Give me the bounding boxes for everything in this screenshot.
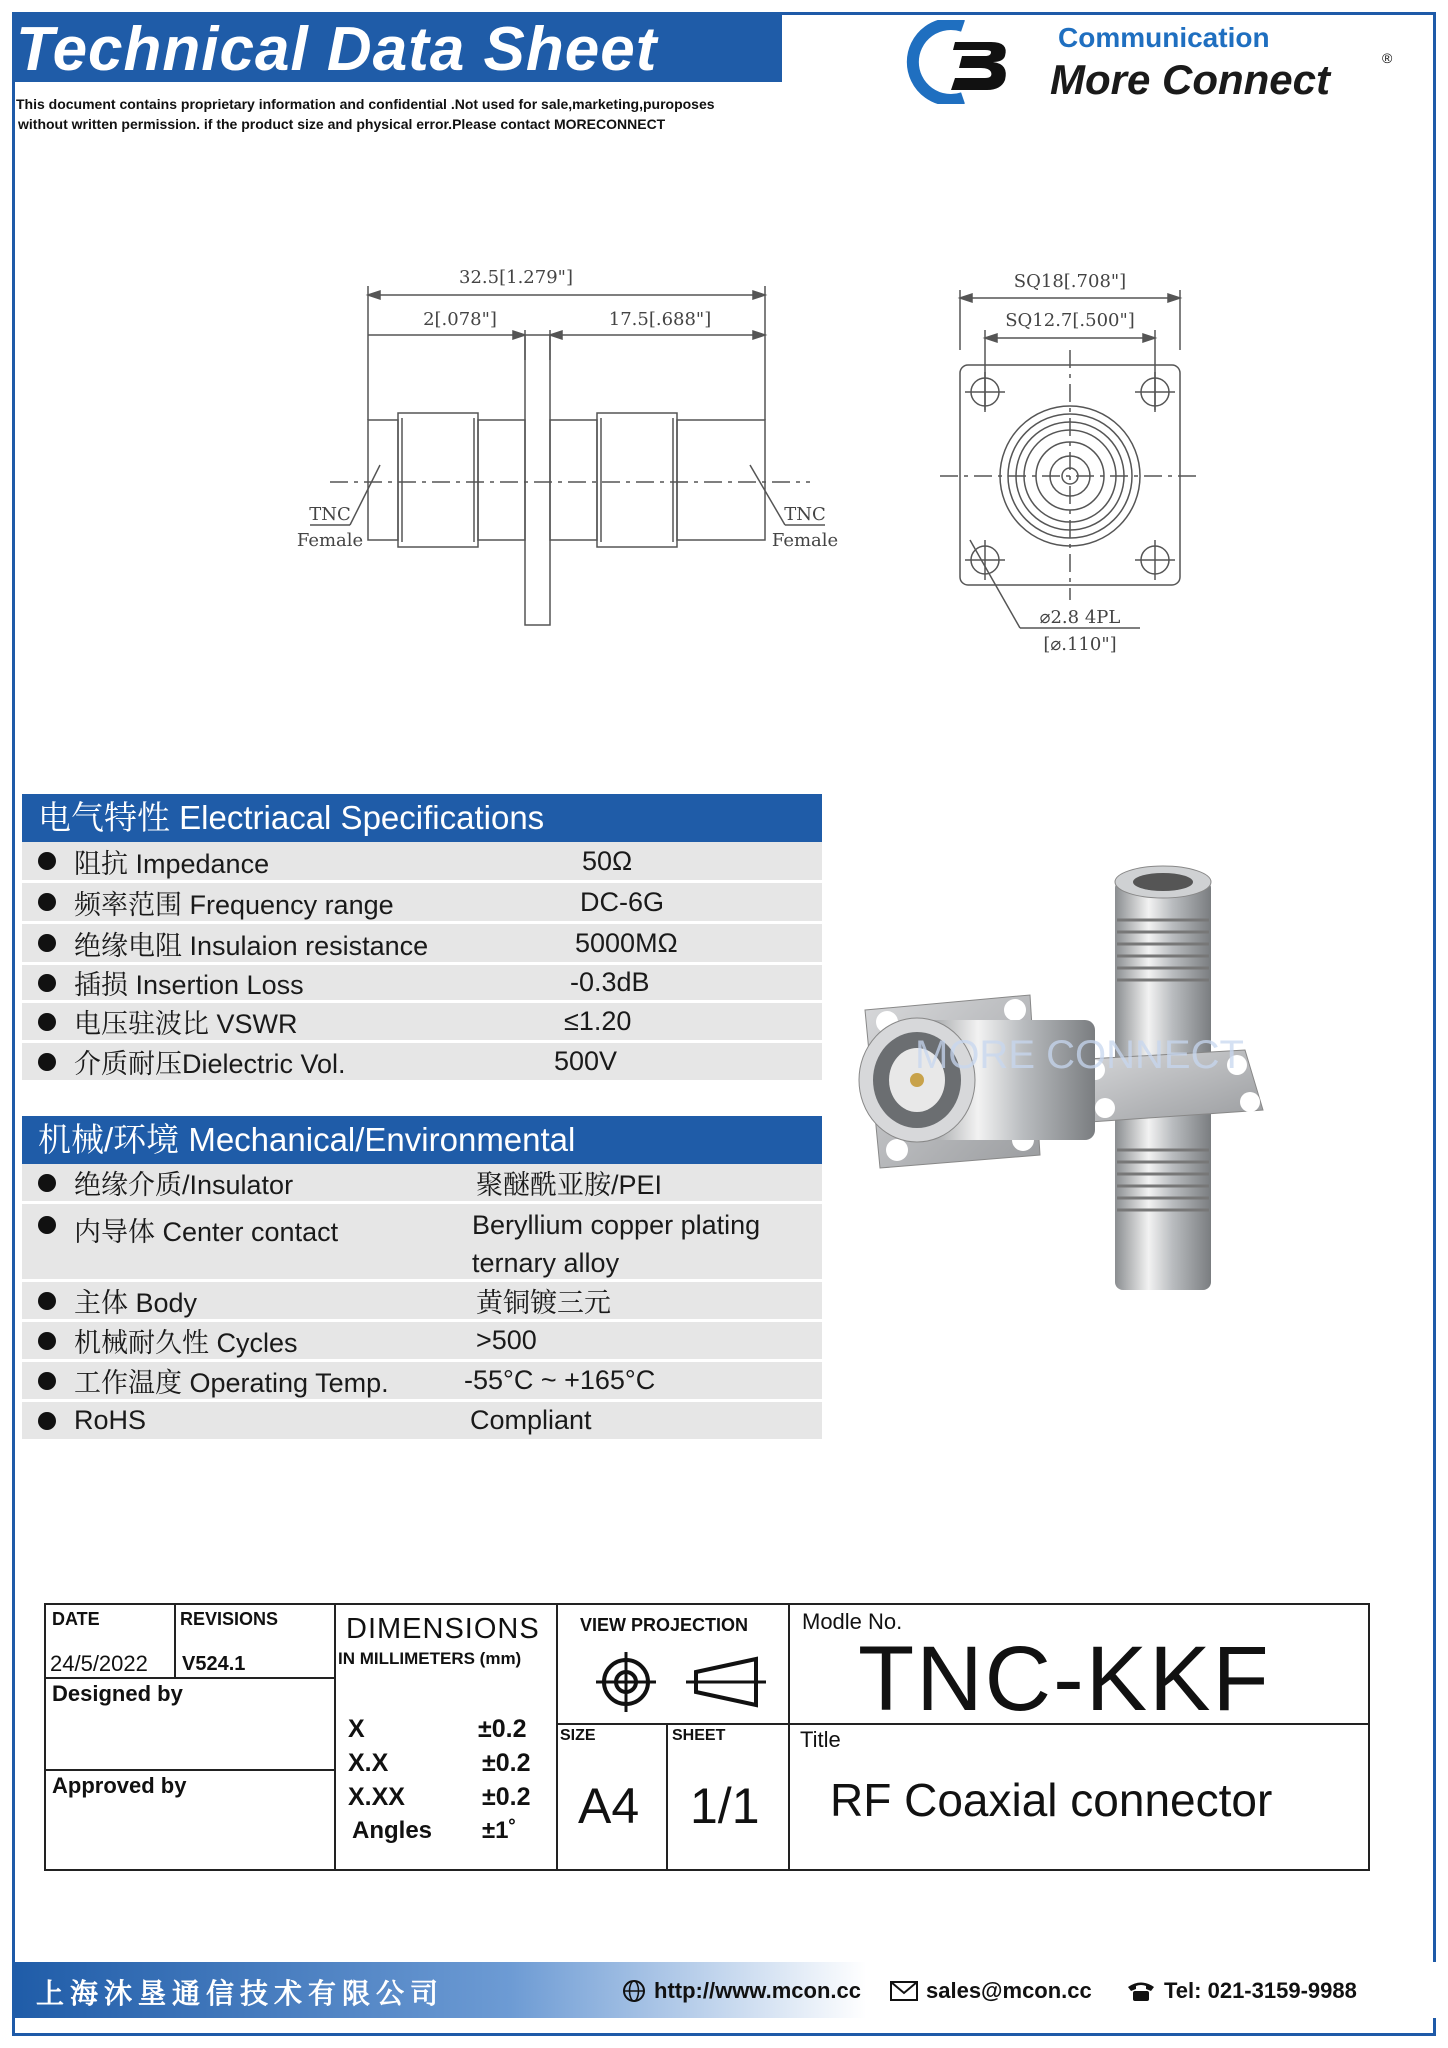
sheet-value: 1/1 <box>690 1778 760 1834</box>
approved-by-label: Approved by <box>52 1773 187 1798</box>
bullet-icon <box>38 1053 56 1071</box>
logo-wordmark: More Connect <box>1050 56 1331 103</box>
dimensions-label: DIMENSIONS <box>346 1613 540 1645</box>
dim-overall-length: 32.5[1.279"] <box>459 267 573 288</box>
left-connector-type: TNC <box>309 504 351 525</box>
tolerance-angles-value: ±1˚ <box>482 1817 517 1844</box>
spec-row: 工作温度 Operating Temp. -55°C ~ +165°C <box>22 1362 822 1402</box>
technical-drawing <box>250 250 1230 690</box>
projection-symbol-icon <box>586 1647 786 1717</box>
spec-row: 绝缘电阻 Insulaion resistance 5000MΩ <box>22 924 822 965</box>
tolerance-x-key: X <box>348 1715 365 1743</box>
product-photo <box>825 810 1435 1310</box>
dim-half-length: 17.5[.688"] <box>608 309 712 330</box>
spec-row: 阻抗 Impedance 50Ω <box>22 842 822 883</box>
bullet-icon <box>38 893 56 911</box>
dimensions-unit: IN MILLIMETERS (mm) <box>338 1649 522 1668</box>
spec-row: 主体 Body 黄铜镀三元 <box>22 1282 822 1322</box>
footer-email[interactable]: sales@mcon.cc <box>890 1978 1092 2004</box>
dim-hole-diameter-inch: [⌀.110"] <box>1043 634 1117 655</box>
logo-tagline: Communication <box>1058 22 1270 53</box>
size-label: SIZE <box>560 1727 596 1744</box>
electrical-specs <box>22 794 822 1083</box>
dim-square-inner: SQ12.7[.500"] <box>1005 310 1135 331</box>
globe-icon <box>622 1979 646 2003</box>
connector-lying <box>859 995 1095 1168</box>
bullet-icon <box>38 1372 56 1390</box>
mechanical-heading: 机械/环境 Mechanical/Environmental <box>22 1116 822 1164</box>
bullet-icon <box>38 934 56 952</box>
mail-icon <box>890 1980 918 2002</box>
spec-row: 机械耐久性 Cycles >500 <box>22 1322 822 1362</box>
sheet-label: SHEET <box>672 1727 726 1744</box>
bullet-icon <box>38 1013 56 1031</box>
title-block <box>44 1603 1370 1871</box>
model-number-value: TNC-KKF <box>858 1628 1271 1730</box>
bullet-icon <box>38 1292 56 1310</box>
spec-row: RoHS Compliant <box>22 1402 822 1442</box>
company-name: 上海沐垦通信技术有限公司 <box>36 1977 445 2010</box>
revisions-value: V524.1 <box>182 1653 246 1675</box>
tolerance-angles-key: Angles <box>352 1817 433 1844</box>
confidentiality-notice: This document contains proprietary information and confidential .Not used for sale,marketing,puroposes without written permission. if the product size and physical error.Please contact MORECONNECT <box>16 96 715 132</box>
tolerance-xx-key: X.X <box>348 1749 389 1777</box>
left-connector-gender: Female <box>296 530 364 551</box>
title-value: RF Coaxial connector <box>830 1774 1273 1826</box>
size-value: A4 <box>578 1778 640 1834</box>
phone-icon <box>1126 1980 1156 2002</box>
spec-row: 绝缘介质/Insulator 聚醚酰亚胺/PEI <box>22 1164 822 1204</box>
mechanical-specs <box>22 1116 822 1442</box>
bullet-icon <box>38 1174 56 1192</box>
photo-watermark: MORE CONNECT <box>915 1033 1244 1077</box>
connector-standing <box>1070 866 1263 1290</box>
company-logo-icon <box>905 20 1025 104</box>
tolerance-x-value: ±0.2 <box>478 1715 527 1743</box>
designed-by-label: Designed by <box>52 1681 183 1706</box>
page-title: Technical Data Sheet <box>16 15 658 84</box>
dim-hole-diameter: ⌀2.8 4PL <box>1039 607 1121 628</box>
footer-phone[interactable]: Tel: 021-3159-9988 <box>1126 1978 1357 2004</box>
bullet-icon <box>38 1412 56 1430</box>
spec-row: 介质耐压Dielectric Vol. 500V <box>22 1043 822 1083</box>
model-number-label: Modle No. <box>802 1609 903 1634</box>
right-connector-type: TNC <box>784 504 826 525</box>
tolerance-xx-value: ±0.2 <box>482 1749 531 1777</box>
registered-mark: ® <box>1382 50 1393 66</box>
dim-square-outer: SQ18[.708"] <box>1013 271 1127 292</box>
footer-website[interactable]: http://www.mcon.cc <box>622 1978 861 2004</box>
tolerance-xxx-value: ±0.2 <box>482 1783 531 1811</box>
bullet-icon <box>38 974 56 992</box>
spec-row: 电压驻波比 VSWR ≤1.20 <box>22 1003 822 1043</box>
revisions-label: REVISIONS <box>180 1609 279 1629</box>
date-value: 24/5/2022 <box>50 1651 148 1676</box>
view-projection-label: VIEW PROJECTION <box>580 1615 749 1635</box>
tolerance-xxx-key: X.XX <box>348 1783 405 1811</box>
bullet-icon <box>38 852 56 870</box>
front-view <box>940 290 1200 628</box>
spec-row: 插损 Insertion Loss -0.3dB <box>22 965 822 1003</box>
dim-flange-thickness: 2[.078"] <box>423 309 497 330</box>
bullet-icon <box>38 1216 56 1234</box>
spec-row: 内导体 Center contact Beryllium copper plating ternary alloy <box>22 1204 822 1282</box>
date-label: DATE <box>52 1609 100 1629</box>
electrical-heading: 电气特性 Electriacal Specifications <box>22 794 822 842</box>
title-label: Title <box>800 1727 841 1752</box>
side-view <box>310 286 825 625</box>
bullet-icon <box>38 1332 56 1350</box>
spec-row: 频率范围 Frequency range DC-6G <box>22 883 822 924</box>
right-connector-gender: Female <box>771 530 839 551</box>
